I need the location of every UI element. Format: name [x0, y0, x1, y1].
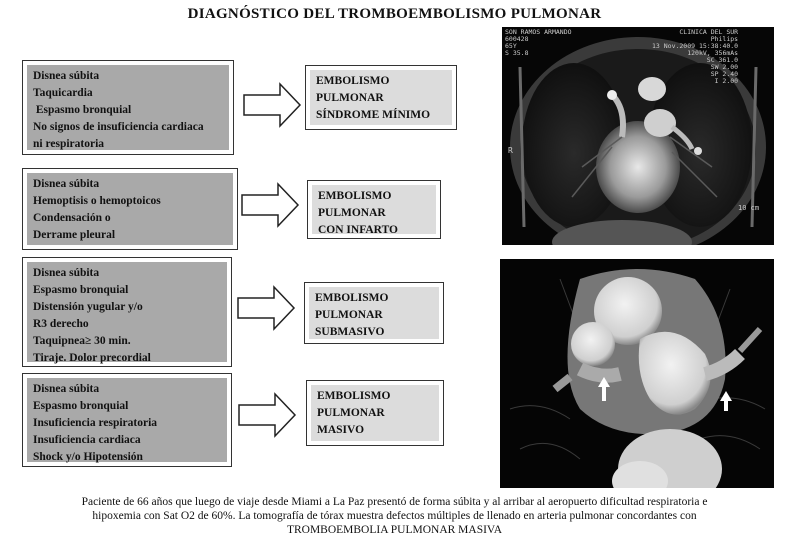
- arrow-right-icon: [242, 82, 302, 128]
- symptom-item: Taquipnea≥ 30 min.: [33, 335, 131, 347]
- symptom-list-3: [27, 262, 227, 362]
- symptom-item: Condensación o: [33, 212, 111, 224]
- symptom-item: R3 derecho: [33, 318, 89, 330]
- result-line: PULMONAR: [317, 407, 385, 419]
- symptom-item: Tiraje. Dolor precordial: [33, 352, 151, 364]
- result-line: SUBMASIVO: [315, 326, 385, 338]
- symptom-item: Insuficiencia respiratoria: [33, 417, 158, 429]
- result-line: PULMONAR: [316, 92, 384, 104]
- result-box-2: [307, 180, 441, 239]
- symptom-item: Espasmo bronquial: [33, 104, 132, 116]
- ct-marker-r: R: [508, 146, 513, 155]
- symptom-item: Disnea súbita: [33, 383, 100, 395]
- symptom-item: Hemoptisis o hemoptoicos: [33, 195, 161, 207]
- result-box-1: [305, 65, 457, 130]
- caption-line-2: hipoxemia con Sat O2 de 60%. La tomografía de tórax muestra defectos múltiples de llenado en arteria pulmonar concordantes con: [92, 510, 697, 522]
- result-line: EMBOLISMO: [315, 292, 389, 304]
- result-line: PULMONAR: [318, 207, 386, 219]
- result-label-3: [309, 287, 439, 339]
- symptom-item: ni respiratoria: [33, 138, 105, 150]
- symptom-item: Taquicardia: [33, 87, 93, 99]
- caption-line-3: TROMBOEMBOLIA PULMONAR MASIVA: [286, 524, 503, 536]
- ct-coronal-image: [502, 27, 774, 245]
- result-line: EMBOLISMO: [318, 190, 392, 202]
- result-label-4: [311, 385, 439, 441]
- result-box-3: [304, 282, 444, 344]
- result-line: SÍNDROME MÍNIMO: [316, 109, 431, 121]
- ct-axial-drawing: [500, 259, 774, 488]
- caption-line-1: Paciente de 66 años que luego de viaje desde Miami a La Paz presentó de forma súbita y al arribar al aeropuerto dificultad respiratoria e: [81, 496, 708, 508]
- arrow-right-icon: [240, 182, 300, 228]
- symptom-box-3: [22, 257, 232, 367]
- symptom-item: Derrame pleural: [33, 229, 116, 241]
- symptom-list-1: [27, 65, 229, 150]
- result-label-1: [310, 70, 452, 125]
- symptom-item: Insuficiencia cardiaca: [33, 434, 141, 446]
- result-box-4: [306, 380, 444, 446]
- symptom-item: Shock y/o Hipotensión: [33, 451, 143, 463]
- symptom-item: Espasmo bronquial: [33, 284, 129, 296]
- result-line: CON INFARTO: [318, 224, 398, 236]
- symptom-item: Espasmo bronquial: [33, 400, 129, 412]
- arrow-right-icon: [236, 285, 296, 331]
- symptom-box-1: [22, 60, 234, 155]
- ct-axial-image: [500, 259, 774, 488]
- symptom-box-4: [22, 373, 232, 467]
- result-label-2: [312, 185, 436, 234]
- result-line: PULMONAR: [315, 309, 383, 321]
- ct-scale-label: 10 cm: [738, 204, 760, 212]
- symptom-item: No signos de insuficiencia cardiaca: [33, 121, 204, 133]
- symptom-list-4: [27, 378, 227, 462]
- symptom-item: Disnea súbita: [33, 267, 100, 279]
- page-title: DIAGNÓSTICO DEL TROMBOEMBOLISMO PULMONAR: [187, 6, 602, 22]
- symptom-box-2: [22, 168, 238, 250]
- figure-caption: [0, 495, 789, 537]
- result-line: EMBOLISMO: [316, 75, 390, 87]
- result-line: EMBOLISMO: [317, 390, 391, 402]
- ct-scan-info: CLINICA DEL SUR Philips 13 Nov.2009 15:38:40.0 120kV, 356mAs SC 361.0 SW 2.00 SP 2.40 I 2.00: [652, 28, 739, 85]
- symptom-item: Distensión yugular y/o: [33, 301, 143, 313]
- symptom-item: Disnea súbita: [33, 70, 100, 82]
- arrow-right-icon: [237, 392, 297, 438]
- symptom-item: Disnea súbita: [33, 178, 100, 190]
- symptom-list-2: [27, 173, 233, 245]
- ct-patient-info: SON RAMOS ARMANDO 600428 65Y S 35.8: [505, 28, 572, 57]
- result-line: MASIVO: [317, 424, 365, 436]
